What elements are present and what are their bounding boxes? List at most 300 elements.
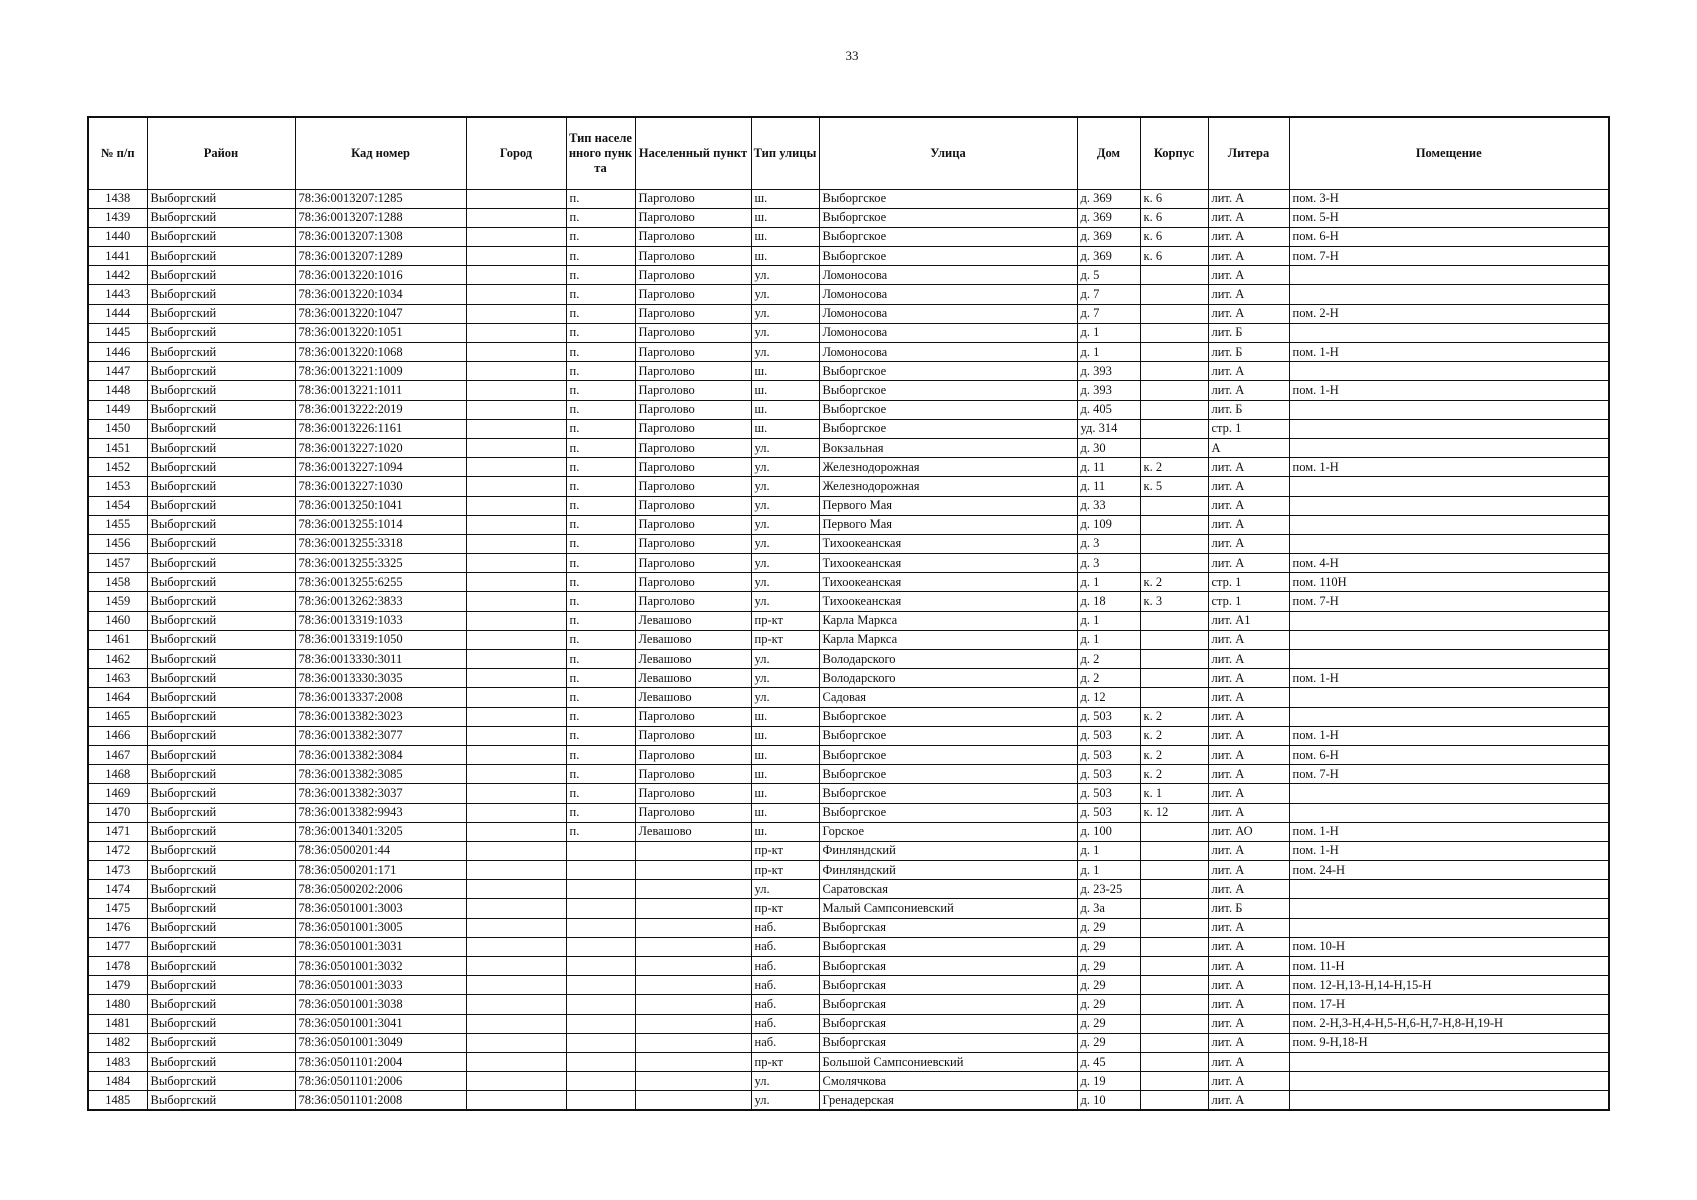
- cell-house: д. 33: [1077, 496, 1140, 515]
- cell-street-type: ш.: [751, 765, 819, 784]
- cell-settlement: Парголово: [635, 592, 751, 611]
- cell-letter: лит. А: [1208, 477, 1289, 496]
- cell-index: 1457: [88, 554, 147, 573]
- cell-district: Выборгский: [147, 208, 295, 227]
- cell-letter: лит. А: [1208, 554, 1289, 573]
- table-row: [88, 707, 1609, 726]
- table-header: [88, 117, 1609, 189]
- cell-cadastral-number: 78:36:0500202:2006: [295, 880, 466, 899]
- cell-street-type: ул.: [751, 1072, 819, 1091]
- cell-building: [1140, 362, 1208, 381]
- cell-settlement: Парголово: [635, 803, 751, 822]
- cell-settlement-type: [566, 937, 635, 956]
- cell-street-type: пр-кт: [751, 630, 819, 649]
- cell-premises: [1289, 362, 1609, 381]
- cell-building: [1140, 1052, 1208, 1071]
- cell-cadastral-number: 78:36:0013207:1308: [295, 227, 466, 246]
- cell-street: Малый Сампсониевский: [819, 899, 1077, 918]
- cell-house: д. 503: [1077, 784, 1140, 803]
- cell-cadastral-number: 78:36:0013382:9943: [295, 803, 466, 822]
- table-row: [88, 534, 1609, 553]
- cell-premises: пом. 1-Н: [1289, 822, 1609, 841]
- cell-city: [466, 381, 566, 400]
- cell-settlement-type: п.: [566, 266, 635, 285]
- cell-street: Выборгское: [819, 784, 1077, 803]
- cell-district: Выборгский: [147, 880, 295, 899]
- cell-cadastral-number: 78:36:0013382:3084: [295, 745, 466, 764]
- cell-premises: [1289, 1091, 1609, 1110]
- cell-premises: пом. 6-Н: [1289, 745, 1609, 764]
- table-row: [88, 880, 1609, 899]
- cell-letter: лит. А: [1208, 957, 1289, 976]
- cell-settlement-type: п.: [566, 650, 635, 669]
- cell-street-type: ш.: [751, 726, 819, 745]
- cell-letter: лит. А: [1208, 1052, 1289, 1071]
- table-row: [88, 573, 1609, 592]
- cell-cadastral-number: 78:36:0501001:3031: [295, 937, 466, 956]
- cell-settlement: Парголово: [635, 304, 751, 323]
- cell-district: Выборгский: [147, 1072, 295, 1091]
- cell-settlement-type: п.: [566, 688, 635, 707]
- cell-premises: [1289, 438, 1609, 457]
- cell-settlement-type: [566, 1091, 635, 1110]
- cell-city: [466, 419, 566, 438]
- cell-settlement: Парголово: [635, 419, 751, 438]
- cell-premises: пом. 1-Н: [1289, 669, 1609, 688]
- cell-city: [466, 957, 566, 976]
- cell-building: [1140, 438, 1208, 457]
- cell-settlement-type: п.: [566, 227, 635, 246]
- cell-city: [466, 937, 566, 956]
- cell-house: д. 45: [1077, 1052, 1140, 1071]
- cell-index: 1444: [88, 304, 147, 323]
- cell-house: д. 393: [1077, 381, 1140, 400]
- cell-index: 1467: [88, 745, 147, 764]
- cell-street: Выборгская: [819, 1014, 1077, 1033]
- cell-cadastral-number: 78:36:0501101:2004: [295, 1052, 466, 1071]
- cell-settlement-type: [566, 841, 635, 860]
- cell-letter: лит. А: [1208, 880, 1289, 899]
- cell-settlement: Парголово: [635, 362, 751, 381]
- cell-settlement-type: п.: [566, 285, 635, 304]
- cell-house: д. 7: [1077, 285, 1140, 304]
- cell-street-type: ул.: [751, 515, 819, 534]
- cell-premises: пом. 24-Н: [1289, 861, 1609, 880]
- cell-premises: [1289, 707, 1609, 726]
- cell-letter: лит. А: [1208, 381, 1289, 400]
- cell-letter: лит. А: [1208, 784, 1289, 803]
- cell-letter: лит. А: [1208, 1033, 1289, 1052]
- cell-district: Выборгский: [147, 630, 295, 649]
- cell-city: [466, 362, 566, 381]
- table-row: [88, 1014, 1609, 1033]
- cell-index: 1459: [88, 592, 147, 611]
- cell-premises: [1289, 611, 1609, 630]
- cell-district: Выборгский: [147, 554, 295, 573]
- table-row: [88, 400, 1609, 419]
- cell-building: [1140, 611, 1208, 630]
- table-row: [88, 304, 1609, 323]
- table-row: [88, 1072, 1609, 1091]
- cell-city: [466, 189, 566, 208]
- cell-street-type: пр-кт: [751, 611, 819, 630]
- cell-settlement-type: п.: [566, 573, 635, 592]
- cell-house: д. 3: [1077, 534, 1140, 553]
- cell-house: д. 1: [1077, 861, 1140, 880]
- cell-street-type: ул.: [751, 285, 819, 304]
- cell-premises: пом. 1-Н: [1289, 381, 1609, 400]
- cell-premises: [1289, 534, 1609, 553]
- cell-city: [466, 285, 566, 304]
- cell-settlement: Парголово: [635, 477, 751, 496]
- cell-settlement: [635, 861, 751, 880]
- cell-settlement: Парголово: [635, 247, 751, 266]
- cell-index: 1445: [88, 323, 147, 342]
- cell-street-type: ул.: [751, 438, 819, 457]
- cell-city: [466, 247, 566, 266]
- cell-premises: пом. 7-Н: [1289, 765, 1609, 784]
- cell-settlement-type: п.: [566, 534, 635, 553]
- cell-premises: [1289, 285, 1609, 304]
- cell-city: [466, 669, 566, 688]
- cell-house: д. 2: [1077, 669, 1140, 688]
- cell-letter: лит. А: [1208, 227, 1289, 246]
- cell-city: [466, 400, 566, 419]
- cell-house: д. 19: [1077, 1072, 1140, 1091]
- cell-index: 1450: [88, 419, 147, 438]
- cell-settlement: Парголово: [635, 323, 751, 342]
- cell-city: [466, 765, 566, 784]
- cell-district: Выборгский: [147, 419, 295, 438]
- cell-settlement-type: п.: [566, 400, 635, 419]
- cell-cadastral-number: 78:36:0501001:3041: [295, 1014, 466, 1033]
- cell-settlement-type: п.: [566, 438, 635, 457]
- cell-premises: [1289, 918, 1609, 937]
- cell-letter: лит. Б: [1208, 400, 1289, 419]
- cell-street: Ломоносова: [819, 285, 1077, 304]
- cell-building: [1140, 976, 1208, 995]
- cell-settlement-type: [566, 1033, 635, 1052]
- cell-index: 1484: [88, 1072, 147, 1091]
- cell-street-type: наб.: [751, 1014, 819, 1033]
- cell-settlement-type: п.: [566, 458, 635, 477]
- column-header-city: Город: [466, 117, 566, 189]
- cell-letter: лит. А: [1208, 707, 1289, 726]
- cell-street-type: ул.: [751, 496, 819, 515]
- cell-settlement: Левашово: [635, 669, 751, 688]
- cell-premises: [1289, 650, 1609, 669]
- cell-city: [466, 861, 566, 880]
- cell-settlement-type: [566, 957, 635, 976]
- cell-building: [1140, 381, 1208, 400]
- cell-street-type: пр-кт: [751, 861, 819, 880]
- cell-cadastral-number: 78:36:0501101:2006: [295, 1072, 466, 1091]
- cell-street-type: наб.: [751, 918, 819, 937]
- cell-street-type: ш.: [751, 419, 819, 438]
- cell-house: д. 29: [1077, 937, 1140, 956]
- cell-cadastral-number: 78:36:0013207:1288: [295, 208, 466, 227]
- cell-premises: [1289, 803, 1609, 822]
- cell-district: Выборгский: [147, 323, 295, 342]
- cell-letter: стр. 1: [1208, 592, 1289, 611]
- cell-house: д. 1: [1077, 573, 1140, 592]
- cell-building: [1140, 822, 1208, 841]
- cell-premises: [1289, 323, 1609, 342]
- cell-premises: [1289, 477, 1609, 496]
- cell-street: Тихоокеанская: [819, 592, 1077, 611]
- cell-index: 1477: [88, 937, 147, 956]
- table-row: [88, 803, 1609, 822]
- cell-house: д. 1: [1077, 323, 1140, 342]
- cell-settlement: Левашово: [635, 822, 751, 841]
- cell-district: Выборгский: [147, 515, 295, 534]
- cell-street-type: ул.: [751, 266, 819, 285]
- cell-cadastral-number: 78:36:0501001:3033: [295, 976, 466, 995]
- cell-house: д. 100: [1077, 822, 1140, 841]
- cell-cadastral-number: 78:36:0013401:3205: [295, 822, 466, 841]
- cell-house: д. 29: [1077, 1033, 1140, 1052]
- cell-street: Ломоносова: [819, 304, 1077, 323]
- table-row: [88, 247, 1609, 266]
- cell-street-type: ул.: [751, 534, 819, 553]
- cell-house: д. 11: [1077, 458, 1140, 477]
- cell-district: Выборгский: [147, 650, 295, 669]
- table-row: [88, 841, 1609, 860]
- cell-building: к. 2: [1140, 458, 1208, 477]
- cell-premises: [1289, 1072, 1609, 1091]
- cell-settlement: [635, 899, 751, 918]
- cell-street: Выборгское: [819, 765, 1077, 784]
- cell-building: к. 6: [1140, 247, 1208, 266]
- cell-letter: лит. А: [1208, 861, 1289, 880]
- cell-cadastral-number: 78:36:0013207:1289: [295, 247, 466, 266]
- cell-district: Выборгский: [147, 669, 295, 688]
- cell-settlement-type: [566, 899, 635, 918]
- cell-building: [1140, 323, 1208, 342]
- cell-letter: лит. А: [1208, 803, 1289, 822]
- cell-letter: лит. А: [1208, 247, 1289, 266]
- cell-settlement-type: п.: [566, 784, 635, 803]
- cell-settlement-type: п.: [566, 189, 635, 208]
- cell-district: Выборгский: [147, 957, 295, 976]
- cell-house: д. 503: [1077, 803, 1140, 822]
- cell-index: 1485: [88, 1091, 147, 1110]
- cell-settlement: Левашово: [635, 688, 751, 707]
- cell-street: Выборгское: [819, 227, 1077, 246]
- cell-district: Выборгский: [147, 304, 295, 323]
- cell-cadastral-number: 78:36:0013226:1161: [295, 419, 466, 438]
- cell-district: Выборгский: [147, 707, 295, 726]
- cell-cadastral-number: 78:36:0013382:3085: [295, 765, 466, 784]
- cell-premises: пом. 7-Н: [1289, 592, 1609, 611]
- cell-city: [466, 630, 566, 649]
- cell-cadastral-number: 78:36:0013221:1011: [295, 381, 466, 400]
- cell-index: 1446: [88, 343, 147, 362]
- cell-settlement: Парголово: [635, 400, 751, 419]
- cell-street-type: ул.: [751, 688, 819, 707]
- cell-street-type: ул.: [751, 304, 819, 323]
- cell-district: Выборгский: [147, 1033, 295, 1052]
- cell-premises: пом. 12-Н,13-Н,14-Н,15-Н: [1289, 976, 1609, 995]
- cell-letter: лит. Б: [1208, 899, 1289, 918]
- cell-settlement-type: п.: [566, 822, 635, 841]
- cell-street-type: наб.: [751, 957, 819, 976]
- cell-street: Первого Мая: [819, 496, 1077, 515]
- cell-premises: [1289, 1052, 1609, 1071]
- table-row: [88, 899, 1609, 918]
- cell-cadastral-number: 78:36:0013382:3037: [295, 784, 466, 803]
- table-row: [88, 438, 1609, 457]
- column-header-settlement-type: Тип населенного пункта: [566, 117, 635, 189]
- cell-street-type: ул.: [751, 669, 819, 688]
- cell-building: [1140, 496, 1208, 515]
- cell-building: [1140, 861, 1208, 880]
- cell-letter: лит. АО: [1208, 822, 1289, 841]
- cell-city: [466, 1052, 566, 1071]
- cell-index: 1472: [88, 841, 147, 860]
- table-row: [88, 784, 1609, 803]
- cell-house: д. 1: [1077, 630, 1140, 649]
- cell-district: Выборгский: [147, 247, 295, 266]
- cell-city: [466, 841, 566, 860]
- cell-cadastral-number: 78:36:0501001:3032: [295, 957, 466, 976]
- cell-street: Карла Маркса: [819, 630, 1077, 649]
- column-header-district: Район: [147, 117, 295, 189]
- cell-cadastral-number: 78:36:0013220:1068: [295, 343, 466, 362]
- cell-index: 1443: [88, 285, 147, 304]
- cell-building: к. 2: [1140, 707, 1208, 726]
- cell-street: Ломоносова: [819, 266, 1077, 285]
- cell-city: [466, 477, 566, 496]
- cell-street-type: пр-кт: [751, 1052, 819, 1071]
- column-header-street-type: Тип улицы: [751, 117, 819, 189]
- cell-premises: пом. 11-Н: [1289, 957, 1609, 976]
- cell-settlement-type: п.: [566, 419, 635, 438]
- cell-street: Ломоносова: [819, 323, 1077, 342]
- cell-district: Выборгский: [147, 592, 295, 611]
- cell-premises: пом. 7-Н: [1289, 247, 1609, 266]
- cell-district: Выборгский: [147, 438, 295, 457]
- cell-street-type: ш.: [751, 362, 819, 381]
- cell-street: Тихоокеанская: [819, 554, 1077, 573]
- table-row: [88, 1033, 1609, 1052]
- cell-street: Выборгская: [819, 918, 1077, 937]
- cell-district: Выборгский: [147, 726, 295, 745]
- cell-house: д. 30: [1077, 438, 1140, 457]
- cell-street-type: ш.: [751, 784, 819, 803]
- cell-settlement: Парголово: [635, 189, 751, 208]
- cell-index: 1439: [88, 208, 147, 227]
- cell-index: 1438: [88, 189, 147, 208]
- cell-building: [1140, 957, 1208, 976]
- table-row: [88, 189, 1609, 208]
- cell-street-type: ул.: [751, 573, 819, 592]
- cell-district: Выборгский: [147, 381, 295, 400]
- cell-building: [1140, 899, 1208, 918]
- cell-street-type: пр-кт: [751, 841, 819, 860]
- column-header-street: Улица: [819, 117, 1077, 189]
- cell-city: [466, 899, 566, 918]
- cell-index: 1481: [88, 1014, 147, 1033]
- cell-settlement: Парголово: [635, 266, 751, 285]
- cell-building: [1140, 1033, 1208, 1052]
- cell-index: 1458: [88, 573, 147, 592]
- cell-cadastral-number: 78:36:0501001:3005: [295, 918, 466, 937]
- cell-settlement-type: п.: [566, 630, 635, 649]
- cell-street: Выборгская: [819, 937, 1077, 956]
- cell-street-type: ш.: [751, 822, 819, 841]
- cell-premises: [1289, 400, 1609, 419]
- cell-cadastral-number: 78:36:0013382:3023: [295, 707, 466, 726]
- cell-settlement: [635, 880, 751, 899]
- cell-settlement: Левашово: [635, 630, 751, 649]
- table-row: [88, 861, 1609, 880]
- cell-street-type: ул.: [751, 458, 819, 477]
- cell-index: 1462: [88, 650, 147, 669]
- cell-building: [1140, 1091, 1208, 1110]
- cell-building: к. 2: [1140, 745, 1208, 764]
- cell-cadastral-number: 78:36:0013222:2019: [295, 400, 466, 419]
- cell-letter: лит. А: [1208, 688, 1289, 707]
- cell-letter: лит. А: [1208, 515, 1289, 534]
- cell-settlement: Левашово: [635, 650, 751, 669]
- cell-building: [1140, 400, 1208, 419]
- cell-letter: лит. А: [1208, 841, 1289, 860]
- cell-city: [466, 803, 566, 822]
- cell-house: д. 3: [1077, 554, 1140, 573]
- cell-house: д. 393: [1077, 362, 1140, 381]
- cell-cadastral-number: 78:36:0013255:3318: [295, 534, 466, 553]
- cell-settlement: Парголово: [635, 573, 751, 592]
- cell-district: Выборгский: [147, 573, 295, 592]
- cell-building: [1140, 1072, 1208, 1091]
- cell-settlement: [635, 976, 751, 995]
- cell-street-type: ш.: [751, 247, 819, 266]
- cell-premises: пом. 2-Н: [1289, 304, 1609, 323]
- cell-building: [1140, 688, 1208, 707]
- cell-index: 1480: [88, 995, 147, 1014]
- cell-settlement-type: [566, 976, 635, 995]
- cell-street-type: наб.: [751, 995, 819, 1014]
- cell-city: [466, 745, 566, 764]
- cell-street: Выборгская: [819, 957, 1077, 976]
- cell-index: 1475: [88, 899, 147, 918]
- cell-index: 1465: [88, 707, 147, 726]
- cell-letter: стр. 1: [1208, 573, 1289, 592]
- cell-settlement-type: п.: [566, 343, 635, 362]
- cell-street: Первого Мая: [819, 515, 1077, 534]
- cell-house: д. 2: [1077, 650, 1140, 669]
- cell-city: [466, 880, 566, 899]
- cell-district: Выборгский: [147, 1052, 295, 1071]
- cell-house: д. 18: [1077, 592, 1140, 611]
- cell-settlement-type: [566, 995, 635, 1014]
- cell-letter: лит. А: [1208, 765, 1289, 784]
- cell-street-type: ш.: [751, 189, 819, 208]
- cell-street: Выборгская: [819, 976, 1077, 995]
- cell-building: [1140, 1014, 1208, 1033]
- cell-street: Финляндский: [819, 841, 1077, 860]
- cell-building: [1140, 515, 1208, 534]
- cell-cadastral-number: 78:36:0501001:3003: [295, 899, 466, 918]
- table-row: [88, 496, 1609, 515]
- cell-district: Выборгский: [147, 803, 295, 822]
- cell-settlement-type: п.: [566, 745, 635, 764]
- cell-cadastral-number: 78:36:0501101:2008: [295, 1091, 466, 1110]
- cell-cadastral-number: 78:36:0013220:1034: [295, 285, 466, 304]
- cell-house: д. 503: [1077, 745, 1140, 764]
- cell-building: [1140, 304, 1208, 323]
